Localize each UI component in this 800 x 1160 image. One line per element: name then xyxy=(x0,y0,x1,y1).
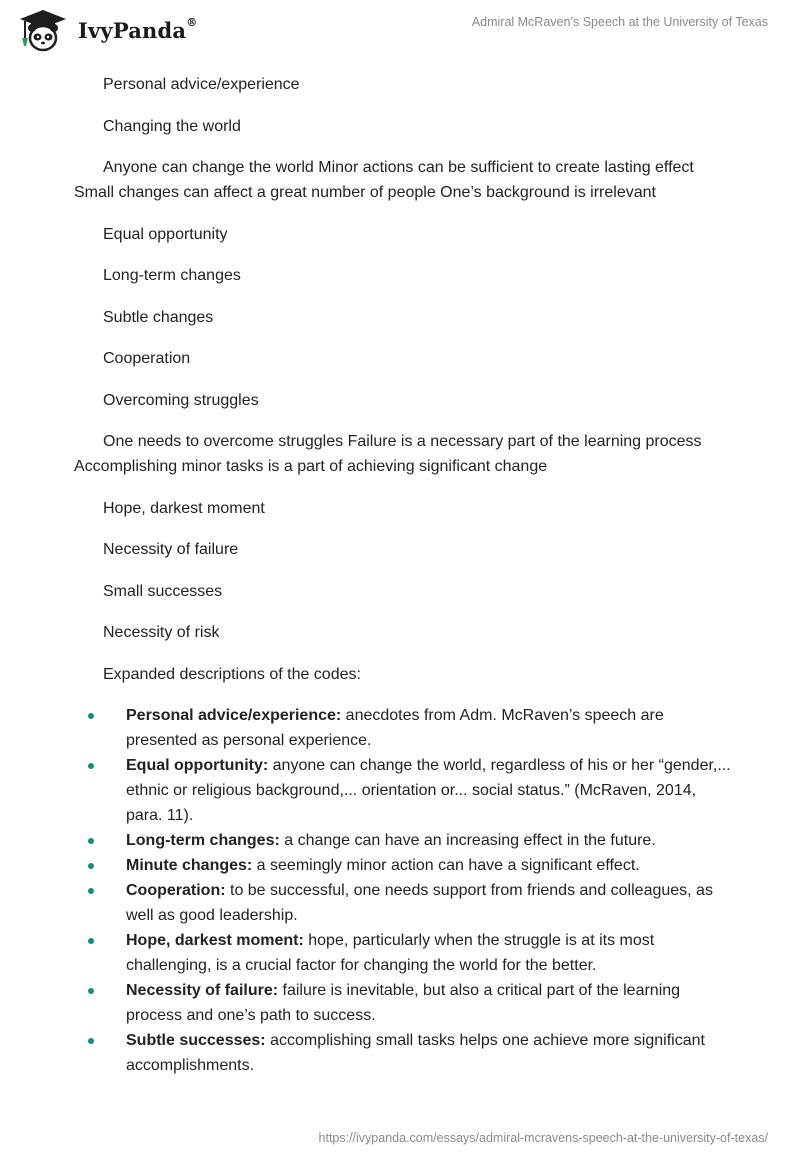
bullet-dot-icon xyxy=(88,863,94,869)
list-item xyxy=(74,878,734,928)
bullet-dot-icon xyxy=(88,888,94,894)
code-description: a change can have an increasing effect in the future. xyxy=(279,832,656,849)
list-item xyxy=(74,853,734,878)
code-paragraph: Long-term changes xyxy=(103,267,241,284)
document-body xyxy=(74,72,734,1078)
code-term: Necessity of failure: xyxy=(126,982,279,999)
bullet-dot-icon xyxy=(88,763,94,769)
code-paragraph: Anyone can change the world Minor actions can be sufficient to create lasting effect Small changes can affect a great number of people One’s background is irrelevant xyxy=(74,159,694,201)
brand-name: IvyPanda® xyxy=(78,15,198,43)
code-paragraph: One needs to overcome struggles Failure is a necessary part of the learning process Accomplishing minor tasks is a part of achieving significant change xyxy=(74,433,702,475)
panda-graduation-cap-icon xyxy=(14,8,72,52)
source-url-link[interactable]: https://ivypanda.com/essays/admiral-mcravens-speech-at-the-university-of-texas/ xyxy=(318,1131,768,1145)
code-term: Cooperation: xyxy=(126,882,226,899)
bullet-dot-icon xyxy=(88,1038,94,1044)
code-paragraph: Necessity of failure xyxy=(103,541,239,558)
bullet-dot-icon xyxy=(88,838,94,844)
code-paragraph: Cooperation xyxy=(103,350,191,367)
code-paragraph: Overcoming struggles xyxy=(103,391,259,409)
document-title: Admiral McRaven’s Speech at the University of Texas xyxy=(471,15,768,29)
code-description: failure is inevitable, but also a critical part of the learning process and one’s path to success. xyxy=(126,982,681,1024)
bullet-dot-icon xyxy=(88,938,94,944)
bullet-dot-icon xyxy=(88,988,94,994)
code-term: Subtle successes: xyxy=(126,1032,266,1049)
code-description: accomplishing small tasks helps one achieve more significant accomplishments. xyxy=(126,1032,705,1074)
code-paragraph: Small successes xyxy=(103,582,223,600)
list-item xyxy=(74,928,734,978)
code-term: Equal opportunity: xyxy=(126,757,269,774)
registered-mark: ® xyxy=(186,15,198,29)
code-paragraph: Equal opportunity xyxy=(103,225,228,243)
code-paragraph: Personal advice/experience xyxy=(103,76,300,93)
page-header xyxy=(0,0,800,60)
list-item xyxy=(74,753,734,828)
code-description: anyone can change the world, regardless of his or her “gender,... ethnic or religious background,... orientation or... social status.” (McRaven, 2014, para. 11). xyxy=(126,757,731,824)
code-descriptions-list xyxy=(74,703,734,1078)
code-paragraph: Necessity of risk xyxy=(103,624,220,641)
code-paragraph: Changing the world xyxy=(103,117,241,135)
code-description: hope, particularly when the struggle is at its most challenging, is a crucial factor for changing the world for the better. xyxy=(126,932,655,974)
list-intro: Expanded descriptions of the codes: xyxy=(103,665,361,683)
list-item xyxy=(74,978,734,1028)
bullet-dot-icon xyxy=(88,713,94,719)
code-term: Minute changes: xyxy=(126,857,253,874)
list-item xyxy=(74,1028,734,1078)
code-paragraph: Subtle changes xyxy=(103,308,214,326)
code-term: Personal advice/experience: xyxy=(126,707,342,724)
code-description: to be successful, one needs support from friends and colleagues, as well as good leadership. xyxy=(126,882,713,924)
ivypanda-logo[interactable] xyxy=(14,8,197,52)
code-description: anecdotes from Adm. McRaven’s speech are presented as personal experience. xyxy=(126,707,664,749)
code-term: Long-term changes: xyxy=(126,832,280,849)
code-description: a seemingly minor action can have a significant effect. xyxy=(252,857,640,874)
code-paragraph: Hope, darkest moment xyxy=(103,499,265,517)
list-item xyxy=(74,703,734,753)
code-term: Hope, darkest moment: xyxy=(126,932,304,949)
list-item xyxy=(74,828,734,853)
